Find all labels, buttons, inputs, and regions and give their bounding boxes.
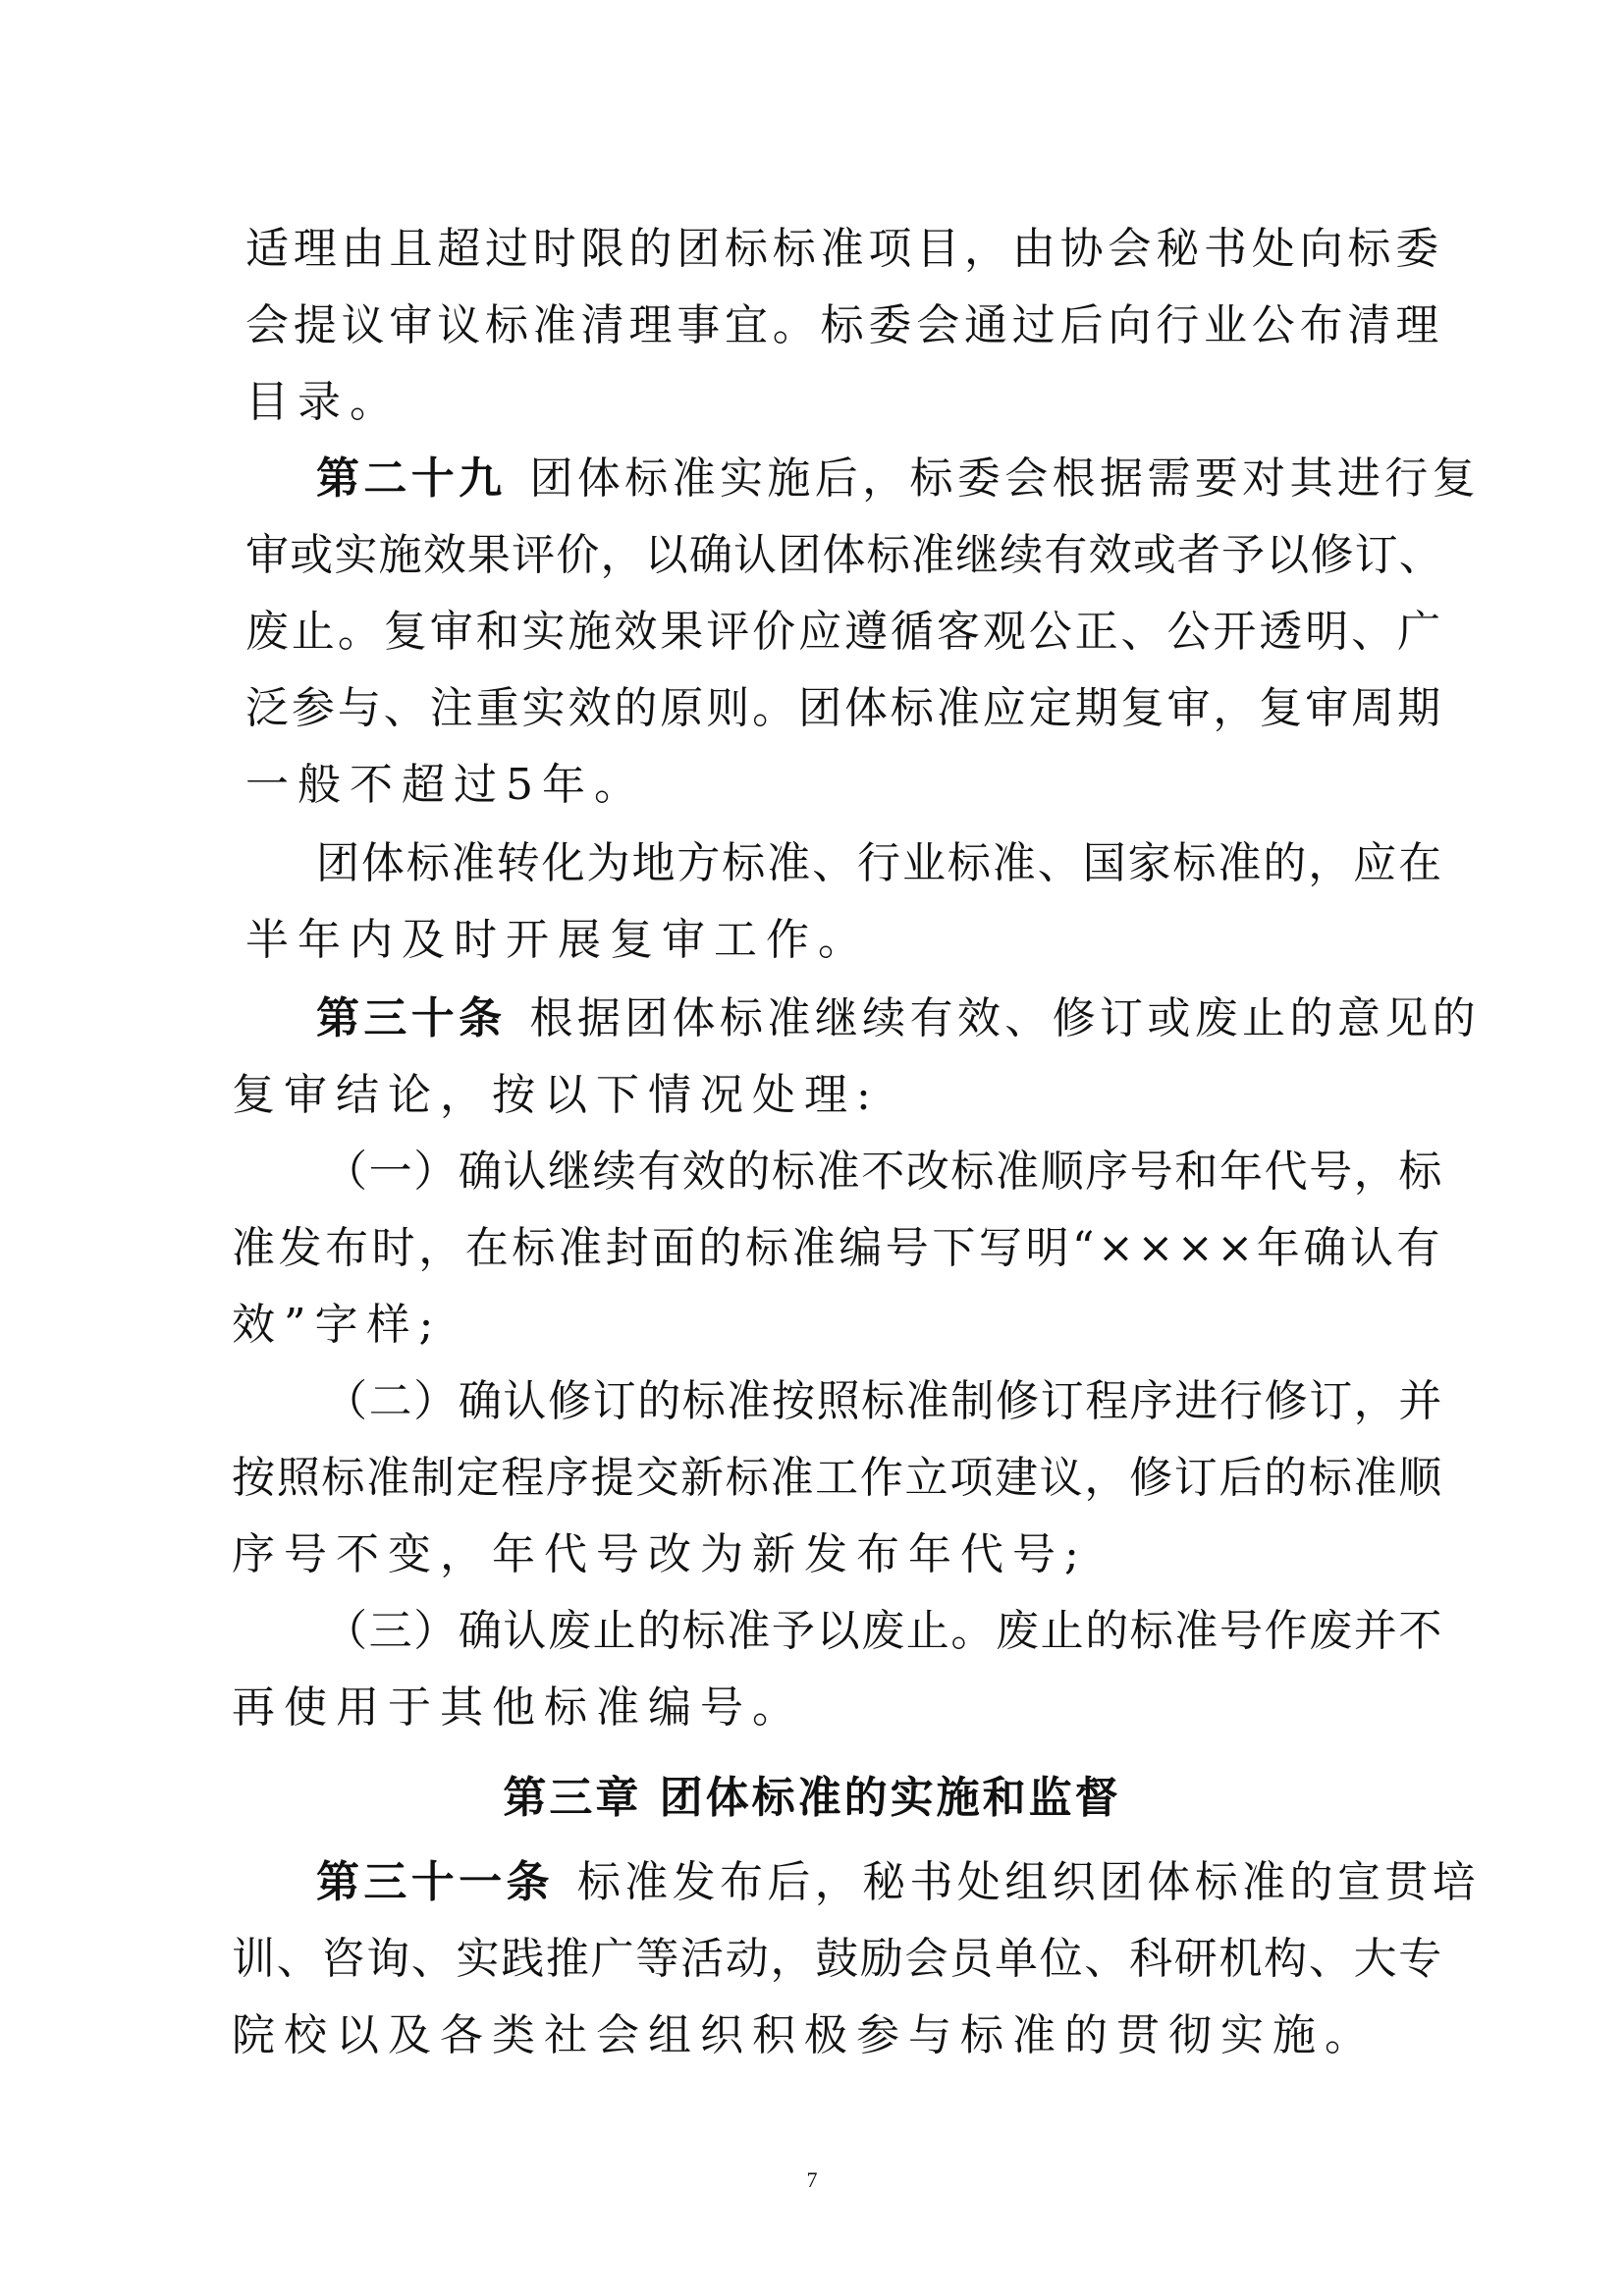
article-30-first-line — [316, 993, 1480, 1043]
article-31-label: 第三十一条 — [316, 1857, 554, 1907]
article-30-label: 第三十条 — [316, 993, 507, 1043]
text-line: 效”字样; — [232, 1300, 443, 1350]
text-line: 再使用于其他标准编号。 — [232, 1682, 804, 1733]
article-29-text: 团体标准实施后，标委会根据需要对其进行复 — [529, 454, 1480, 504]
text-line: 按照标准制定程序提交新标准工作立项建议，修订后的标准顺 — [232, 1453, 1443, 1503]
page-number: 7 — [806, 2167, 818, 2192]
article-29-first-line — [316, 454, 1480, 504]
text-line: 院校以及各类社会组织积极参与标准的贯彻实施。 — [232, 2010, 1377, 2060]
text-line: 适理由且超过时限的团标标准项目，由协会秘书处向标委 — [245, 224, 1443, 274]
chapter-heading: 第三章 团体标准的实施和监督 — [503, 1773, 1121, 1823]
text-line: 序号不变，年代号改为新发布年代号; — [232, 1529, 1088, 1579]
text-line: 审或实施效果评价，以确认团体标准继续有效或者予以修订、 — [245, 530, 1443, 580]
text-line: 准发布时，在标准封面的标准编号下写明“××××年确认有 — [232, 1223, 1443, 1273]
text-line: 团体标准转化为地方标准、行业标准、国家标准的，应在 — [316, 838, 1443, 888]
text-line: 训、咨询、实践推广等活动，鼓励会员单位、科研机构、大专 — [232, 1934, 1443, 1984]
text-line: 会提议审议标准清理事宜。标委会通过后向行业公布清理 — [245, 300, 1443, 350]
text-line: 半年内及时开展复审工作。 — [245, 915, 870, 965]
text-line: 泛参与、注重实效的原则。团体标准应定期复审，复审周期 — [245, 683, 1443, 733]
text-line: 废止。复审和实施效果评价应遵循客观公正、公开透明、广 — [245, 607, 1443, 657]
text-line: 目录。 — [245, 377, 402, 427]
article-30-text: 根据团体标准继续有效、修订或废止的意见的 — [529, 993, 1480, 1043]
article-29-label: 第二十九 — [316, 454, 507, 504]
text-line: （二）确认修订的标准按照标准制修订程序进行修订，并 — [324, 1376, 1443, 1426]
text-line: （三）确认废止的标准予以废止。废止的标准号作废并不 — [324, 1606, 1443, 1656]
text-line: 一般不超过5年。 — [245, 760, 646, 810]
article-31-first-line — [316, 1857, 1480, 1907]
text-line: 复审结论，按以下情况处理: — [232, 1070, 880, 1120]
article-31-text: 标准发布后，秘书处组织团体标准的宣贯培 — [576, 1857, 1480, 1907]
text-line: （一）确认继续有效的标准不改标准顺序号和年代号，标 — [324, 1147, 1443, 1197]
